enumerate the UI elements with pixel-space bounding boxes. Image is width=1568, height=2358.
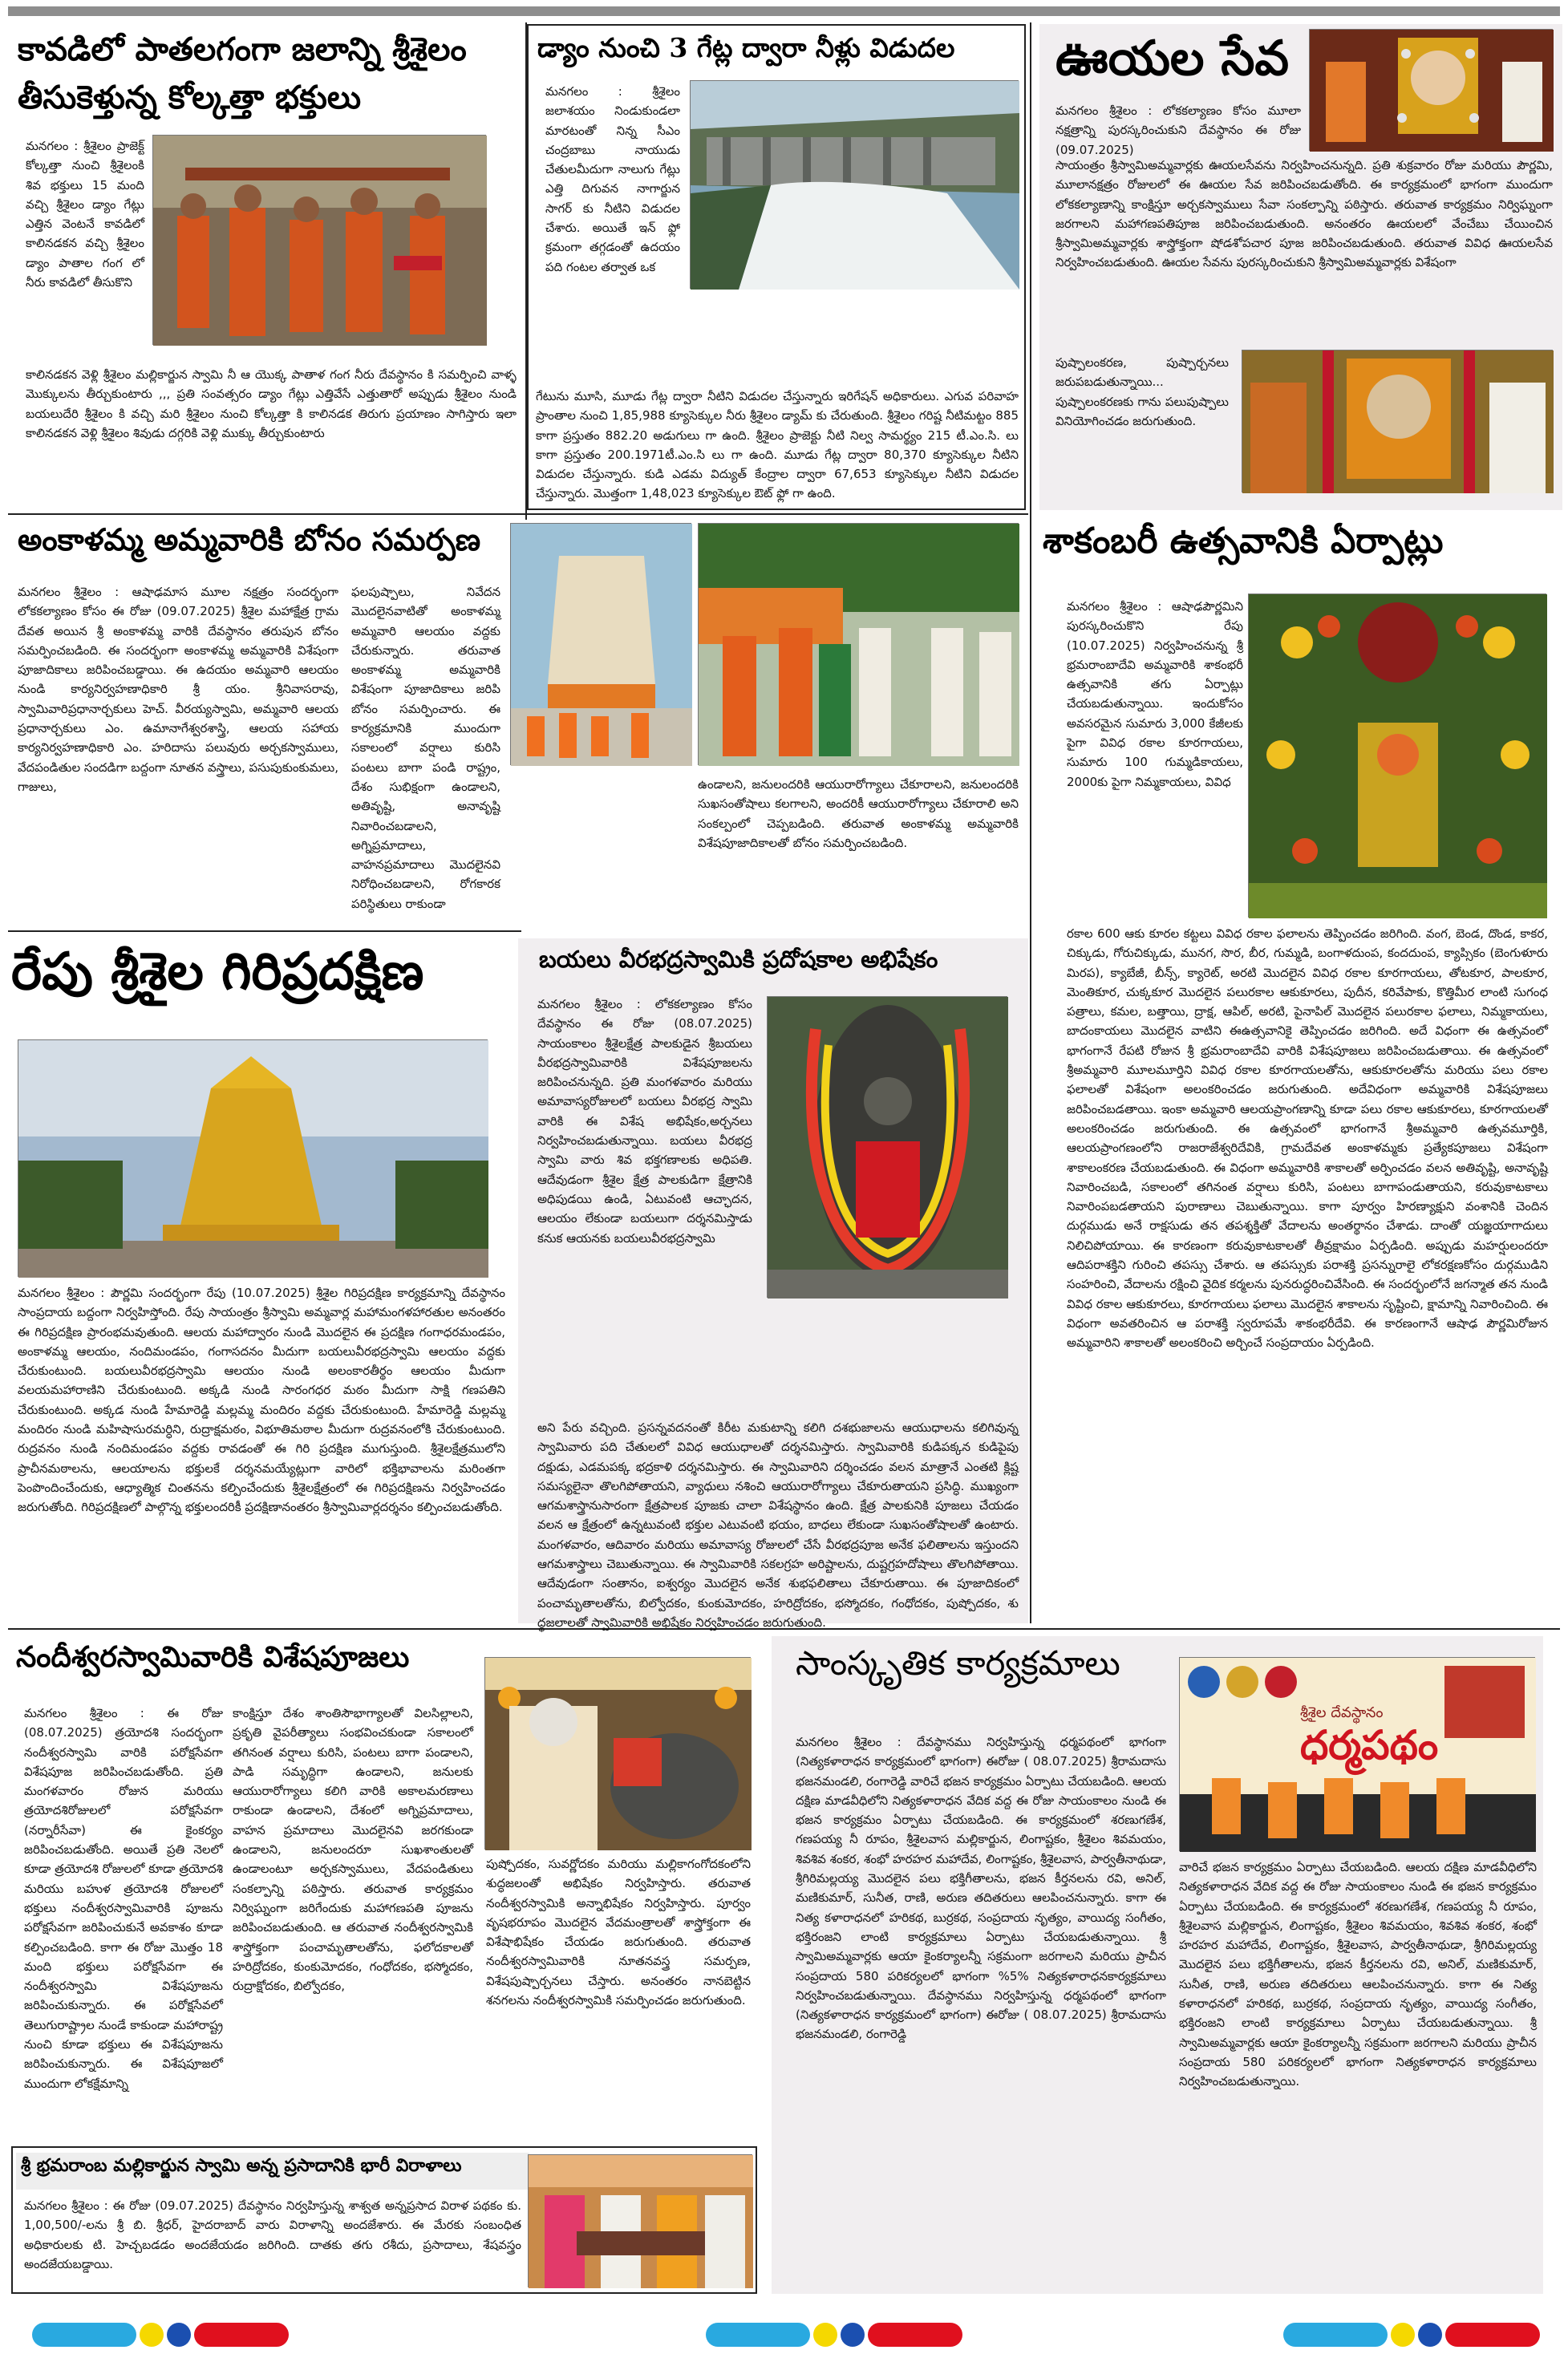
donation-photo bbox=[528, 2154, 752, 2287]
article-body: పుష్పోదకం, సువర్ణోదకం మరియు మల్లికాగంగోదకంలోని శుద్ధజలంతో అభిషేకం నిర్వహిస్తారు. తరువాత నందీశ్వరస్వామికి అన్నాభిషేకం నిర్వహిస్తారు. పూర్వం వృషభరూపం మొదలైన వేదమంత్రాలతో శాస్త్రోక్తంగా ఈ విశేషాభిషేకం చేయడం జరుగుతుంది. తరువాత నందీశ్వరస్వామివారికి నూతనవస్త్ర సమర్పణ, విశేషపుష్పార్చనలు చేస్తారు. అనంతరం నానబెట్టిన శనగలను నందీశ్వరస్వామికి సమర్పించడం జరుగుతుంది. bbox=[486, 1857, 751, 2008]
article-body: కాంక్షిస్తూ దేశం శాంతిసౌభాగ్యాలతో విలసిల్లాలని, ప్రకృతి వైపరీత్యాలు సంభవించకుండా సకాలంలో తగినంత వర్షాలు కురిసి, పంటలు బాగా పండాలని, పాడి సమృద్ధిగా ఉండాలని, జనులకు ఆయురారోగ్యాలు కలిగి వారికి అకాలమరణాలు రాకుండా ఉండాలని, దేశంలో అగ్నిప్రమాదాలు, వాహన ప్రమాదాలు మొదలైనవి జరగకుండా ఉండాలని, జనులందరూ సుఖశాంతులతో ఉండాలంటూ అర్చకస్వాములు, వేదపండితులు సంకల్పాన్ని పఠిస్తారు. తరువాత కార్యక్రమం నిర్విఘ్నంగా జరిగేందుకు మహాగణపతి పూజను జరిపించబడుతుంది. ఆ తరువాత నందీశ్వరస్వామికి శాస్త్రోక్తంగా పంచామృతాలతోను, ఫలోదకాలతో హరిద్రోదకం, కుంకుమోదకం, గంధోదకం, భస్మోదకం, రుద్రాక్షోదకం, బిల్వోదకం, bbox=[233, 1706, 473, 1994]
temple-gopuram-photo bbox=[510, 523, 691, 765]
footer-color-bar-center bbox=[706, 2323, 962, 2347]
divider bbox=[8, 513, 1028, 515]
article-body: గేటును మూసి, మూడు గేట్ల ద్వారా నీటిని విడుదల చేస్తున్నారు ఇరిగేషన్ అధికారులు. ఎగువ పరివాహ ప్రాంతాల నుంచి 1,85,988 క్యూసెక్కుల నీరు శ్రీశైలం డ్యామ్ కు చేరుతుంది. శ్రీశైలం గరిష్ట నీటిమట్టం 885 కాగా ప్రస్తుతం 882.20 అడుగులు గా ఉంది. శ్రీశైలం ప్రాజెక్టు నీటి నిల్వ సామర్థ్యం 215 టీ.ఎం.సి. లు కాగా ప్రస్తుతం 200.1971టీ.ఎం.సి లు గా ఉంది. మూడు గేట్ల ద్వారా 80,370 క్యూసెక్కుల నీటిని విడుదల చేస్తున్నారు. కుడి ఎడమ విద్యుత్ కేంద్రాల ద్వారా 67,653 క్యూసెక్కుల నీటిని విడుదల చేస్తున్నారు. మొత్తంగా 1,48,023 క్యూసెక్కుల ఔట్ ఫ్లో గా ఉంది. bbox=[536, 389, 1019, 501]
article-body: వారిచే భజన కార్యక్రమం ఏర్పాటు చేయబడింది. ఆలయ దక్షిణ మాడవీధిలోని నిత్యకళారాధన వేదిక వద్ద ఈ రోజు సాయంకాలం నుండి ఈ భజన కార్యక్రమం ఏర్పాటు చేయబడింది. ఈ కార్యక్రమంలో శరణుగణేశ, గణపయ్య నీ రూపం, శ్రీశైలవాస మల్లికార్జున, లింగాష్టకం, శ్రీశైలం శివమయం, శివశివ శంకర, శంభో హరహర మహాదేవ, లింగాష్టకం, శ్రీశైలవాస, పార్వతీనాథుడా, శ్రీగిరిమల్లయ్య మొదలైన పలు భక్తిగీతాలను, భజన కీర్తనలను రవి, అనిల్, మణికుమార్, సునీత, రాణి, అరుణ తదితరులు ఆలపించనున్నారు. కాగా ఈ నిత్య కళారాధనలో హరికథ, బుర్రకథ, సంప్రదాయ నృత్యం, వాయిద్య సంగీతం, భక్తిరంజని లాంటి కార్యక్రమాలు ఏర్పాటు చేయబడుతున్నాయి. శ్రీ స్వామిఅమ్మవార్లకు ఆయా కైంకర్యాలన్నీ సక్రమంగా జరగాలని మరియు ప్రాచీన సంప్రదాయ 580 పరికర్యలలో భాగంగా నిత్యకళారాధన కార్యక్రమాలు నిర్వహించబడుతున్నాయి. bbox=[1179, 1860, 1537, 2089]
article-body: ఫలపుష్పాలు, నివేదన మొదలైనవాటితో అంకాళమ్మ అమ్మవారి ఆలయం వద్దకు చేరుకున్నారు. తరువాత అంకాళమ్మ అమ్మవారికి విశేషంగా పూజాదికాలు జరిపి బోనం సమర్పించారు. ఈ కార్యక్రమానికి ముందుగా సకాలంలో వర్షాలు కురిసి పంటలు బాగా పండి రాష్ట్రం, దేశం సుభిక్షంగా ఉండాలని, అతివృష్టి, అనావృష్టి నివారించబడాలని, అగ్నిప్రమాదాలు, వాహనప్రమాదాలు మొదలైనవి నిరోధించబడాలని, రోగకారక పరిస్థితులు రాకుండా bbox=[351, 585, 500, 911]
kavadi-devotees-photo bbox=[152, 135, 486, 345]
veerabhadra-idol-photo bbox=[767, 996, 1007, 1298]
article-body: రకాల 600 ఆకు కూరల కట్టలు వివిధ రకాల ఫలాలను తెప్పించడం జరిగింది. వంగ, బెండ, దొండ, కాకర, చిక్కుడు, గోరుచిక్కుడు, మునగ, సొర, బీర, గుమ్మడి, బంగాళదుంప, కందదుంప, క్యాప్సికం (బెంగుళూరు మిరప), క్యాబేజీ, బీన్స్, క్యారెట్, అరటి మొదలైన వివిధ రకాల కూరగాయలు, తోటకూర, పాలకూర, మెంతికూర, చుక్కకూర మొదలైన పలురకాల ఆకుకూరలు, పుదీన, కరివేపాకు, కొత్తిమీర లాంటి సుగంధ పత్రాలు, కమల, బత్తాయి, ద్రాక్ష, ఆపిల్, అరటి, పైనాపిల్ మొదలైన పలురకాల ఫలాలు, నిమ్మకాయలు, బాదంకాయలు మొదలైన వాటిని ఈఉత్సవానికై తెప్పించడం జరిగింది. అదే విధంగా ఈ ఉత్సవంలో భాగంగానే రేపటి రోజున శ్రీ భ్రమరాంబాదేవి వారికి విశేషపూజలు జరిపించబడుతాయి. ఈ ఉత్సవంలో శ్రీఅమ్మవారి మూలమూర్తిని వివిధ రకాల కూరగాయలతోను, ఆకుకూరలతోను మరియు పలు రకాల ఫలాలతో విశేషంగా అలంకరించడం జరుగుతుంది. అదేవిధంగా అమ్మవారికి విశేషపూజలు జరిపించబడతాయి. ఇంకా అమ్మవారి ఆలయప్రాంగణాన్ని కూడా పలు రకాల ఆకుకూరలు, కూరగాయలతో అలంకరించడం జరుగుతుంది. ఈ ఉత్సవంలో భాగంగానే శ్రీఅమ్మవారి ఉత్సవమూర్తికి, ఆలయప్రాంగణంలోని రాజరాజేశ్వరిదేవికి, గ్రామదేవత అంకాళమ్మకు ప్రత్యేకపూజలు విశేషంగా శాకాలంకరణ చేయబడుతుంది. ఈ విధంగా అమ్మవారికి శాకాలతో అర్పించడం వలన అతివృష్టి, అనావృష్టి నివారించబడి, సకాలంలో తగినంత వర్షాలు కురిసి, పంటలు బాగాపండుతాయని, కరువుకాటకాలు నివారింపబడతాయని పురాణాలు చెబుతున్నాయి. కాగా పూర్వం హిరణ్యాక్షుని వంశానికి చెందిన దుర్గముడు అనే రాక్షసుడు తన తపశ్శక్తితో వేదాలను అంతర్థానం చేశాడు. దాంతో యజ్ఞయాగాదులు నిలిచిపోయాయి. ఈ కారణంగా కరువుకాటకాలతో తీవ్రక్షామం ఏర్పడింది. అప్పుడు మహర్షులందరూ ఆదిపరాశక్తిని గురించి తపస్సు చేశారు. ఆ తపస్సుకు పరాశక్తి ప్రసన్నురాలై లోకరక్షణకోసం దుర్గముడిని సంహరించి, వేదాలను రక్షించి వైదిక కర్మలను పునరుద్ధరించివేసింది. ఈ సందర్భంలోనే జగన్మాత తన నుండి వివిధ రకాల ఆకుకూరలు, కూరగాయలు ఫలాలు మొదలైన శాకాలను సృష్టించి, క్షామాన్ని నివారించింది. ఈ విధంగా అవతరించిన ఆ పరాశక్తి స్వరూపమే శాకంభరీదేవి. ఈ కారణంగానే ఆషాఢ పౌర్ణమిరోజున అమ్మవారిని శాకాలతో అలంకరించి అర్చించే సంప్రదాయం ఏర్పడింది. bbox=[1067, 926, 1548, 1351]
article-body: మనగలం శ్రీశైలం : ఆషాఢమాస మూల నక్షత్రం సందర్భంగా లోకకల్యాణం కోసం ఈ రోజు (09.07.2025) శ్రీశైల మహాక్షేత్ర గ్రామ దేవత అయిన శ్రీ అంకాళమ్మ వారికి దేవస్థానం తరుపున బోనం సమర్పించబడింది. ఈ సందర్భంగా అంకాళమ్మ అమ్మవారికి విశేషంగా పూజాదికాలు జరిపించబడ్డాయి. ఈ ఉదయం అమ్మవారి ఆలయం నుండి కార్యనిర్వహణాధికారి శ్రీ యం. శ్రీనివాసరావు, స్వామివారిప్రధానార్చకులు హెచ్. వీరయ్యస్వామి, అమ్మవారి ఆలయ ప్రధానార్చకులు ఎం. ఉమానాగేశ్వరశాస్త్రి, ఆలయ సహాయ కార్యనిర్వహణాధికారి ఎం. హరిదాసు పలువురు అర్చకస్వాములు, వేదపండితుల సందడిగా బద్దంగా నూతన వస్త్రాలు, పసుపుకుంకుమలు, గాజులు, bbox=[18, 585, 338, 794]
nandi-puja-photo bbox=[484, 1657, 751, 1850]
ooyala-seva-photo bbox=[1309, 29, 1553, 151]
dharmapatham-event-photo bbox=[1179, 1657, 1535, 1851]
bonam-procession-photo bbox=[698, 523, 1019, 765]
headline: శ్రీ భ్రమరాంబ మల్లికార్జున స్వామి అన్న ప్రసాదానికి భారీ విరాళాలు bbox=[21, 2155, 462, 2176]
headline: బయలు వీరభద్రస్వామికి ప్రదోషకాల అభిషేకం bbox=[539, 946, 938, 973]
top-rule bbox=[8, 6, 1560, 16]
divider bbox=[1030, 22, 1031, 1623]
headline: నందీశ్వరస్వామివారికి విశేషపూజలు bbox=[16, 1640, 410, 1674]
golden-temple-photo bbox=[18, 1039, 488, 1277]
article-body: సాయంత్రం శ్రీస్వామిఅమ్మవార్లకు ఊయలసేవను నిర్వహించనున్నది. ప్రతి శుక్రవారం రోజు మరియు పౌర్ణమి, మూలానక్షత్రం రోజులలో ఈ ఊయల సేవ జరిపించబడుతోంది. ఈ కార్యక్రమంలో భాగంగా ముందుగా లోకకల్యాణాన్ని కాంక్షిస్తూ అర్చకస్వాములు సేవా సంకల్పాన్ని పఠిస్తారు. తరువాత కార్యక్రమం నిర్విఘ్నంగా జరగాలని మహాగణపతిపూజ జరిపించబడుతుంది. అనంతరం ఊయలలో వేంచేబు చేయించిన శ్రీస్వామిఅమ్మవార్లకు శాస్త్రోక్తంగా షోడశోపచార పూజ జరిపించబడుతుంది. తరువాత వివిధ ఊయలసేవ నిర్వహించబడుతుంది. ఊయల సేవను పురస్కరించుకుని శ్రీస్వామిఅమ్మవార్లకు విశేషంగా bbox=[1055, 158, 1553, 270]
footer-color-bar-left bbox=[32, 2323, 289, 2347]
headline: రేపు శ్రీశైల గిరిప్రదక్షిణ bbox=[11, 942, 424, 1002]
headline: డ్యాం నుంచి 3 గేట్ల ద్వారా నీళ్లు విడుదల bbox=[537, 32, 955, 63]
headline: ఊయల సేవ bbox=[1055, 30, 1290, 87]
article-body: మనగలం శ్రీశైలం : లోకకల్యాణం కోసం దేవస్థానం ఈ రోజు (08.07.2025) సాయంకాలం శ్రీశైలక్షేత్ర పాలకుడైన శ్రీబయలు వీరభద్రస్వామివారికి విశేషపూజలను జరిపించనున్నది. ప్రతి మంగళవారం మరియు అమావాస్యరోజులలో బయలు వీరభద్ర స్వామి వారికి ఈ విశేష అభిషేకం,అర్చనలు నిర్వహించబడుతున్నాయి. బయలు వీరభద్ర స్వామి వారు శివ భక్తగణాలకు అధిపతి. ఆదేవుడంగా శ్రీశైల క్షేత్ర పాలకుడిగా క్షేత్రానికి అధిపుడయి ఉండి, ఏటువంటి ఆచ్ఛాదన, ఆలయం లేకుండా బయలుగా దర్శనమిస్తాడు కనుక ఆయనకు బయలువీరభద్రస్వామి bbox=[537, 997, 752, 1246]
article-body: మనగలం : శ్రీశైలం ప్రాజెక్ట్ కోల్కత్తా నుంచి శ్రీశైలంకి శివ భక్తులు 15 మంది వచ్చి శ్రీశైలం డ్యాం గేట్లు ఎత్తిన వెంటనే కావడిలో కాలినడకన వచ్చి శ్రీశైలం డ్యాం పాతాల గంగ లో నీరు కావడిలో తీసుకొని bbox=[26, 139, 144, 290]
footer-color-bar-right bbox=[1283, 2323, 1540, 2347]
headline: సాంస్కృతిక కార్యక్రమాలు bbox=[796, 1643, 1120, 1683]
dam-gates-photo bbox=[690, 80, 1019, 289]
shakambhari-decoration-photo bbox=[1248, 594, 1546, 918]
banner-title: ధర్మపథం bbox=[1300, 1722, 1439, 1768]
article-body: మనగలం శ్రీశైలం : పౌర్ణమి సందర్భంగా రేపు (10.07.2025) శ్రీశైల గిరిప్రదక్షిణ కార్యక్రమాన్ని దేవస్థానం సాంప్రదాయ బద్దంగా నిర్వహిస్తోంది. రేపు సాయంత్రం శ్రీస్వామి అమ్మవార్ల మహామంగళహారతుల అనంతరం ఈ గిరిప్రదక్షిణ ప్రారంభమవుతుంది. ఆలయ మహాద్వారం నుండి మొదలైన ఈ ప్రదక్షిణ గంగాధరమండపం, అంకాళమ్మ ఆలయం, నందిమండపం, గంగాసదనం మీదుగా బయలువీరభద్రస్వామి ఆలయం వద్దకు చేరుకుంటుంది. బయలువీరభద్రస్వామి ఆలయం నుండి అలంకారతీర్థం ఆలయం మీదుగా వలయమహారాణిని చేరుకుంటుంది. అక్కడి నుండి సారంగధర మఠం మీదుగా సాక్షి గణపతిని చేరుకుంటుంది. అక్కడ నుండి హేమారెడ్డి మల్లమ్మ మందిరం వద్దకు చేరుకుంటుంది. హేమారెడ్డి మల్లమ్మ మందిరం నుండి మహిషాసురమర్ధిని, రుద్రాక్షమఠం, విభూతిమఠాల మీదుగా రుద్రవనంలోకి చేరుకుంటుంది. రుద్రవనం నుండి నందిమండపం వద్దకు రావడంతో ఈ గిరి ప్రదక్షిణ ముగుస్తుంది. శ్రీశైలక్షేత్రములోని ప్రాచీనమఠాలను, ఆలయాలను భక్తులకే దర్శనమయ్యేట్లుగా వారిలో భక్తిభావాలను మరింతగా పెంపొందించేందుకు, ఆధ్యాత్మిక చింతనను కల్పించేందుకు శ్రీశైలక్షేత్రంలో ఈ గిరిప్రదక్షిణను నిర్వహించడం జరుగుతోంది. గిరిప్రదక్షిణలో పాల్గొన్న భక్తులందరికీ ప్రదక్షిణానంతరం శ్రీస్వామివార్లదర్శనం కల్పించబడుతోంది. bbox=[18, 1286, 505, 1515]
headline: శాకంబరీ ఉత్సవానికి ఏర్పాట్లు bbox=[1043, 521, 1444, 561]
article-body: ఉండాలని, జనులందరికి ఆయురారోగ్యాలు చేకూరాలని, జనులందరికి సుఖసంతోషాలు కలగాలని, అందరికీ ఆయురారోగ్యాలు చేకూరాలి అని సంకల్పంలో చెప్పబడింది. తరువాత అంకాళమ్మ అమ్మవారికి విశేషపూజాదికాలతో బోనం సమర్పించబడింది. bbox=[698, 777, 1019, 850]
article-body: మనగలం శ్రీశైలం : లోకకల్యాణం కోసం మూలా నక్షత్రాన్ని పురస్కరించుకుని దేవస్థానం ఈ రోజు (09.07.2025) bbox=[1055, 103, 1301, 157]
headline: కావడిలో పాతలగంగా జలాన్ని శ్రీశైలం bbox=[18, 30, 467, 68]
article-body: పుష్పాలంకరణ, పుష్పార్చనలు జరుపబడుతున్నాయి... పుష్పాలంకరణకు గాను పలుపుష్పాలు వినియోగించడం జరుగుతుంది. bbox=[1055, 355, 1229, 428]
article-body: మనగలం శ్రీశైలం : ఈ రోజు (09.07.2025) దేవస్థానం నిర్వహిస్తున్న శాశ్వత అన్నప్రసాద విరాళ పథకం కు. 1,00,500/-లను శ్రీ బి. శ్రీధర్, హైదరాబాద్ వారు విరాళాన్ని అందజేశారు. ఈ మేరకు సంబంధిత అధికారులకు టి. హెచ్చబడడం అందజేయడం జరిగింది. దాతకు తగు రశీదు, ప్రసాదాలు, శేషవస్త్రం అందజేయబడ్డాయి. bbox=[24, 2198, 521, 2271]
ooyala-seva-photo-2 bbox=[1242, 350, 1553, 492]
article-body: మనగలం శ్రీశైలం : ఆషాఢపౌర్ణమిని పురస్కరించుకొని రేపు (10.07.2025) నిర్వహించనున్న శ్రీ భ్రమరాంబాదేవి అమ్మవారికి శాకంభరీ ఉత్సవానికి తగు ఏర్పాట్లు చేయబడుతున్నాయి. ఇందుకోసం అవసరమైన సుమారు 3,000 కేజీలకు పైగా వివిధ రకాల కూరగాయలు, సుమారు 100 గుమ్మడికాయలు, 2000కు పైగా నిమ్మకాయలు, వివిధ bbox=[1067, 599, 1243, 789]
article-body: మనగలం శ్రీశైలం : ఈ రోజు (08.07.2025) త్రయోదశి సందర్భంగా నందీశ్వరస్వామి వారికి పరోక్షసేవగా విశేషపూజ జరిపించబడుతోంది. ప్రతి మంగళవారం రోజున మరియు త్రయోదశిరోజులలో పరోక్షసేవగా (నర్నారీసేవా) ఈ కైంకర్యం జరిపించబడుతోంది. అయితే ప్రతి నెలలో కూడా త్రయోదశి రోజులలో కూడా త్రయోదశి మరియు బహుళ త్రయోదశి రోజులలో భక్తులు నందీశ్వరస్వామివారికి పూజను పరోక్షసేవగా జరిపించుకునే అవకాశం కూడా కల్పించబడింది. కాగా ఈ రోజు మొత్తం 18 మంది భక్తులు పరోక్షసేవగా ఈ నందీశ్వరస్వామి విశేషపూజను జరిపించుకున్నారు. ఈ పరోక్షసేవలో తెలుగురాష్ట్రాల నుండే కాకుండా మహారాష్ట్ర నుంచి కూడా భక్తులు ఈ విశేషపూజను జరిపించుకున్నారు. ఈ విశేషపూజలో ముందుగా లోకక్షేమాన్ని bbox=[24, 1706, 223, 2091]
divider bbox=[8, 930, 521, 932]
headline: అంకాళమ్మ అమ్మవారికి బోనం సమర్పణ bbox=[18, 521, 481, 557]
headline: తీసుకెళ్తున్న కోల్కత్తా భక్తులు bbox=[18, 79, 362, 116]
article-body: మనగలం : శ్రీశైలం జలాశయం నిండుకుండలా మారటంతో నిన్న సీఎం చంద్రబాబు నాయుడు చేతులమీదుగా నాలుగు గేట్లు ఎత్తి దిగువన నాగార్జున సాగర్ కు నీటిని విడుదల చేశారు. అయితే ఇన్ ఫ్లో క్రమంగా తగ్గడంతో ఉదయం పది గంటల తర్వాత ఒక bbox=[545, 84, 680, 274]
banner-subtitle: శ్రీశైల దేవస్థానం bbox=[1300, 1704, 1384, 1721]
article-body: అని పేరు వచ్చింది. ప్రసన్నవదనంతో కిరీట మకుటాన్ని కలిగి దశభుజాలను ఆయుధాలను కలిగివున్న స్వామివారు పది చేతులలో వివిధ ఆయుధాలతో దర్శనమిస్తారు. స్వామివారికి కుడిపక్కన కుడిపైపు దక్షుడు, ఎడమపక్క భద్రకాళి దర్శనమిస్తారు. ఈ స్వామివారిని దర్శించడం వలన మాత్రానే ఎంతటి క్లిష్ట సమస్యలైనా తొలగిపోతాయని, వ్యాధులు నశించి ఆయురారోగ్యాలు చేకూరుతాయని ప్రసిద్ధి. ముఖ్యంగా ఆగమశాస్త్రానుసారంగా క్షేత్రపాలక పూజకు చాలా విశేషస్థానం ఉంది. క్షేత్ర పాలకునికి పూజలు చేయడం వలన ఆ క్షేత్రంలో ఉన్నటువంటి భక్తుల ఎటువంటి భయం, బాధలు లేకుండా సుఖసంతోషాలతో ఉంటారు. మంగళవారం, ఆదివారం మరియు అమావాస్య రోజులలో చేసే వీరభద్రపూజ అనేక ఫలితాలను ఇస్తుందని ఆగమశాస్త్రాలు చెబుతున్నాయి. ఈ స్వామివారికి సకలగ్రహ అరిష్టాలను, దుష్టగ్రహదోషాలు తొలగిపోతాయి. ఆదేవుడంగా సంతానం, ఐశ్వర్యం మొదలైన అనేక శుభఫలితాలు చేకూరుతాయి. ఈ పూజాదికంలో పంచామృతాలతోను, బిల్వోదకం, కుంకుమోదకం, హరిద్రోదకం, భస్మోదకం, గంధోదకం, పుష్పోదకం, శు ద్ధజలాలతో స్వామివారికి అభిషేకం నిర్వహించడం జరుగుతుంది. bbox=[537, 1420, 1019, 1630]
article-body: కాలినడకన వెళ్లి శ్రీశైలం మల్లికార్జున స్వామి నీ ఆ యొక్క పాతాళ గంగ నీరు దేవస్థానం కి సమర్పించి వాళ్ళ మొక్కులను తీర్చుకుంటారు ,,, ప్రతి సంవత్సరం డ్యాం గేట్లు ఎత్తివేసే ఎత్తుతారో అప్పుడు శ్రీశైలం నుండి బయలుదేరి శ్రీశైలం కి వచ్చి మరి శ్రీశైలం నుంచి కోల్కత్తా కి కాలినడక తిరుగు ప్రయాణం సాగిస్తారు ఇలా కాలినడకన వెళ్లి శ్రీశైలం శివుడు దగ్గరికి వెళ్లి ముక్కు తీర్చుకుంటారు bbox=[26, 367, 517, 440]
article-body: మనగలం శ్రీశైలం : దేవస్థానము నిర్వహిస్తున్న ధర్మపథంలో భాగంగా (నిత్యకళారాధన కార్యక్రమంలో భాగంగా) ఈరోజు ( 08.07.2025) శ్రీరామదాసు భజనమండలి, రంగారెడ్డి వారిచే భజన కార్యక్రమం ఏర్పాటు చేయబడింది. ఆలయ దక్షిణ మాడవీధిలోని నిత్యకళారాధన వేదిక వద్ద ఈ రోజు సాయంకాలం నుండి ఈ భజన కార్యక్రమం ఏర్పాటు చేయబడింది. ఈ కార్యక్రమంలో శరణుగణేశ, గణపయ్య నీ రూపం, శ్రీశైలవాస మల్లికార్జున, లింగాష్టకం, శ్రీశైలం శివమయం, శివశివ శంకర, శంభో హరహర మహాదేవ, లింగాష్టకం, శ్రీశైలవాస, పార్వతీనాథుడా, శ్రీగిరిమల్లయ్య మొదలైన పలు భక్తిగీతాలను, భజన కీర్తనలను రవి, అనిల్, మణికుమార్, సునీత, రాణి, అరుణ తదితరులు ఆలపించనున్నారు. కాగా ఈ నిత్య కళారాధనలో హరికథ, బుర్రకథ, సంప్రదాయ నృత్యం, వాయిద్య సంగీతం, భక్తిరంజని లాంటి కార్యక్రమాలు ఏర్పాటు చేయబడుతున్నాయి. శ్రీ స్వామిఅమ్మవార్లకు ఆయా కైంకర్యాలన్నీ సక్రమంగా జరగాలని మరియు ప్రాచీన సంప్రదాయ 580 పరికర్యలలో భాగంగా %5% నిత్యకళారాధనకార్యక్రమాలు నిర్వహించబడుతున్నాయి. దేవస్థానము నిర్వహిస్తున్న ధర్మపథంలో భాగంగా (నిత్యకళారాధన కార్యక్రమంలో భాగంగా) ఈరోజు ( 08.07.2025) శ్రీరామదాసు భజనమండలి, రంగారెడ్డి bbox=[796, 1735, 1166, 2042]
